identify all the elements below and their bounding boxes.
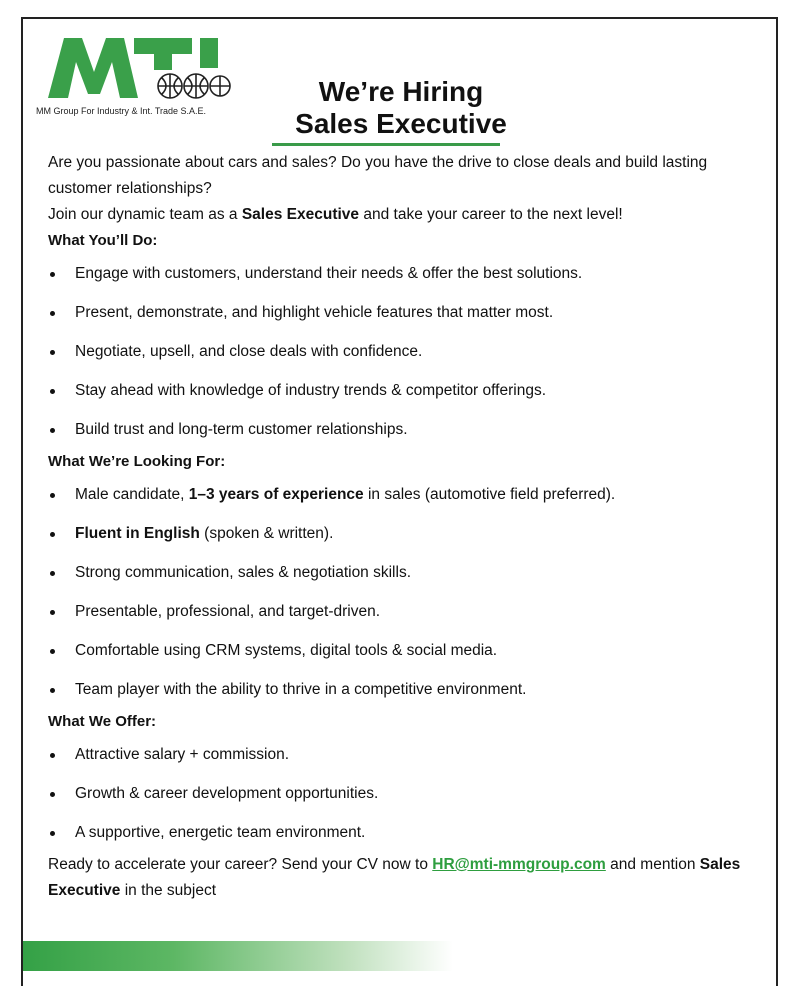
bullet-icon	[50, 688, 55, 693]
list-item	[48, 670, 768, 709]
bullet-icon	[50, 649, 55, 654]
list-item-text	[75, 482, 615, 508]
bullet-icon	[50, 532, 55, 537]
list-item	[48, 371, 768, 410]
requirement-language: Fluent in English	[75, 524, 200, 542]
company-name: MM Group For Industry & Int. Trade S.A.E.	[36, 106, 207, 116]
list-item-text: Negotiate, upsell, and close deals with confidence.	[75, 342, 423, 360]
list-item	[48, 332, 768, 371]
bullet-icon	[50, 753, 55, 758]
list-item-text: Strong communication, sales & negotiation skills.	[75, 563, 411, 581]
list-item	[48, 254, 768, 293]
intro	[48, 150, 768, 228]
looking-list	[48, 475, 768, 709]
list-item-text: Presentable, professional, and target-driven.	[75, 602, 381, 620]
bullet-icon	[50, 272, 55, 277]
list-item	[48, 774, 768, 813]
closing-call: Ready to accelerate your career? Send your CV now to	[48, 856, 433, 873]
list-item	[48, 735, 768, 774]
list-item-text: Build trust and long-term customer relationships.	[75, 420, 408, 438]
intro-join-text: Join our dynamic team as a	[48, 206, 242, 223]
closing-end: in the subject	[120, 882, 217, 899]
requirement-text-end: in sales (automotive field preferred).	[363, 485, 616, 503]
offer-list	[48, 735, 768, 852]
position-title: Sales Executive	[295, 108, 507, 139]
company-logo	[36, 34, 246, 124]
job-description	[48, 150, 768, 904]
list-item-text: Stay ahead with knowledge of industry trends & competitor offerings.	[75, 381, 547, 399]
closing-text	[48, 852, 768, 904]
bullet-icon	[50, 571, 55, 576]
section-title-do: What You’ll Do:	[48, 232, 158, 249]
list-item-text: Team player with the ability to thrive in a competitive environment.	[75, 680, 527, 698]
bullet-icon	[50, 831, 55, 836]
do-list	[48, 254, 768, 449]
requirement-text: Male candidate,	[75, 485, 189, 503]
list-item-text: Present, demonstrate, and highlight vehicle features that matter most.	[75, 303, 554, 321]
list-item	[48, 592, 768, 631]
requirement-experience: 1–3 years of experience	[188, 485, 364, 503]
bullet-icon	[50, 610, 55, 615]
list-item	[48, 631, 768, 670]
list-item-text: A supportive, energetic team environment.	[75, 823, 366, 841]
hiring-heading	[262, 76, 540, 140]
bullet-icon	[50, 428, 55, 433]
bullet-icon	[50, 311, 55, 316]
list-item-text: Attractive salary + commission.	[75, 745, 290, 763]
list-item-text	[75, 521, 333, 547]
bullet-icon	[50, 792, 55, 797]
closing-role: Sales Executive	[48, 856, 741, 899]
intro-join	[48, 202, 768, 228]
footer-gradient-bar	[23, 941, 453, 971]
bullet-icon	[50, 493, 55, 498]
heading-underline	[272, 143, 500, 146]
section-title-looking: What We’re Looking For:	[48, 453, 226, 470]
section-title-offer: What We Offer:	[48, 713, 157, 730]
list-item-text: Engage with customers, understand their needs & offer the best solutions.	[75, 264, 583, 282]
list-item	[48, 813, 768, 852]
bullet-icon	[50, 389, 55, 394]
list-item	[48, 514, 768, 553]
intro-question: Are you passionate about cars and sales? Do you have the drive to close deals and build lasting customer relationships?	[48, 154, 708, 197]
email-link[interactable]: HR@mti-mmgroup.com	[432, 856, 606, 873]
intro-join-end: and take your career to the next level!	[359, 206, 623, 223]
list-item	[48, 410, 768, 449]
mti-logo-mark	[42, 34, 232, 100]
bullet-icon	[50, 350, 55, 355]
list-item	[48, 553, 768, 592]
closing-mention: and mention	[605, 856, 700, 873]
list-item-text: Comfortable using CRM systems, digital tools & social media.	[75, 641, 498, 659]
requirement-text-end: (spoken & written).	[199, 524, 334, 542]
list-item-text: Growth & career development opportunities.	[75, 784, 379, 802]
list-item	[48, 475, 768, 514]
hiring-title: We’re Hiring	[318, 76, 484, 107]
list-item	[48, 293, 768, 332]
intro-join-role: Sales Executive	[241, 206, 360, 223]
